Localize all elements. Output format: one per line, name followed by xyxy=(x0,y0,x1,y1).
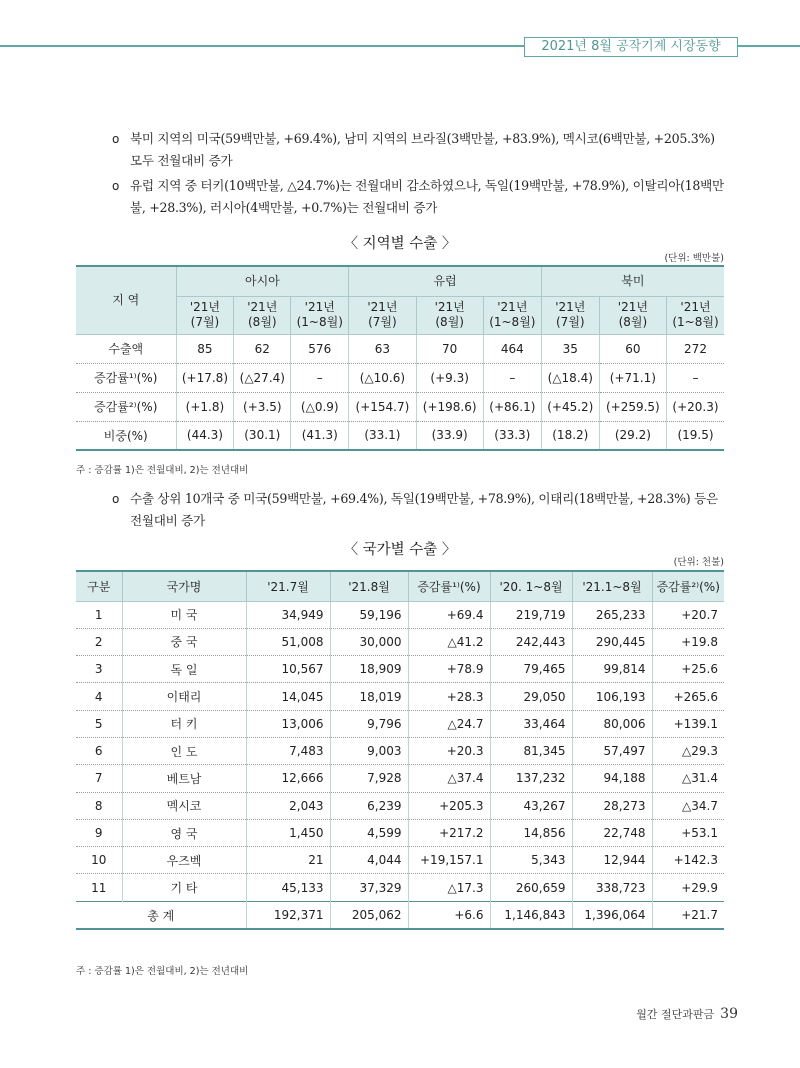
period-header-line: (1~8월) xyxy=(296,315,343,329)
table-cell: (30.1) xyxy=(234,421,291,450)
table-cell: 14,045 xyxy=(246,683,330,710)
table-row xyxy=(76,628,724,655)
table-cell: △37.4 xyxy=(408,765,490,792)
period-header-line: (7월) xyxy=(190,315,220,329)
table-cell: 12,944 xyxy=(572,847,652,874)
table-cell: (33.9) xyxy=(416,421,483,450)
table-cell: 9,003 xyxy=(330,737,408,764)
country-name: 중 국 xyxy=(122,628,246,655)
table-cell: 33,464 xyxy=(490,710,572,737)
country-export-table xyxy=(76,570,724,930)
table-cell: +139.1 xyxy=(652,710,724,737)
table-cell: 99,814 xyxy=(572,656,652,683)
table-cell: (+86.1) xyxy=(483,392,541,421)
table-cell: 37,329 xyxy=(330,874,408,901)
table-cell: 5,343 xyxy=(490,847,572,874)
table-cell: (+17.8) xyxy=(176,363,234,392)
table-cell: – xyxy=(291,363,349,392)
table-cell: 11 xyxy=(76,874,122,901)
table-cell: 45,133 xyxy=(246,874,330,901)
period-header-line: '21년 xyxy=(497,300,528,314)
table-cell: 6 xyxy=(76,737,122,764)
column-header: '20. 1~8월 xyxy=(490,571,572,601)
total-cell: 1,146,843 xyxy=(490,901,572,929)
table-cell: 34,949 xyxy=(246,601,330,628)
total-label: 총 계 xyxy=(76,901,246,929)
region-export-table xyxy=(76,265,724,451)
row-label: 증감률²⁾(%) xyxy=(76,392,176,421)
table-cell: (+9.3) xyxy=(416,363,483,392)
table-cell: 7,928 xyxy=(330,765,408,792)
table-cell: 260,659 xyxy=(490,874,572,901)
table-cell: (△10.6) xyxy=(349,363,416,392)
table-cell: +142.3 xyxy=(652,847,724,874)
table-cell: (41.3) xyxy=(291,421,349,450)
table-cell: 5 xyxy=(76,710,122,737)
column-header: '21.7월 xyxy=(246,571,330,601)
table-cell: 10 xyxy=(76,847,122,874)
table-cell: 81,345 xyxy=(490,737,572,764)
table-cell: 1,450 xyxy=(246,819,330,846)
total-cell: +21.7 xyxy=(652,901,724,929)
region-table-note: 주 : 증감률 1)은 전월대비, 2)는 전년대비 xyxy=(76,465,249,476)
period-header-line: '21년 xyxy=(555,300,586,314)
table-cell: 18,019 xyxy=(330,683,408,710)
table-cell: 62 xyxy=(234,334,291,363)
table-row xyxy=(76,363,724,392)
table-cell: 80,006 xyxy=(572,710,652,737)
table-cell: 35 xyxy=(541,334,599,363)
period-header xyxy=(541,296,599,334)
table-cell: 290,445 xyxy=(572,628,652,655)
table-cell: 94,188 xyxy=(572,765,652,792)
region-table-unit: (단위: 백만불) xyxy=(664,253,724,264)
period-header-line: (7월) xyxy=(556,315,585,329)
table-cell: 21 xyxy=(246,847,330,874)
row-label: 증감률¹⁾(%) xyxy=(76,363,176,392)
table-cell: 272 xyxy=(667,334,725,363)
period-header-line: '21년 xyxy=(617,300,648,314)
magazine-name: 월간 절단과판금 xyxy=(636,1008,715,1021)
table-cell: △34.7 xyxy=(652,792,724,819)
table-cell: 28,273 xyxy=(572,792,652,819)
table-cell: (△0.9) xyxy=(291,392,349,421)
row-label: 비중(%) xyxy=(103,428,148,443)
table-cell: 63 xyxy=(349,334,416,363)
total-cell: +6.6 xyxy=(408,901,490,929)
bullet-item: o 북미 지역의 미국(59백만불, +69.4%), 남미 지역의 브라질(3백만불, +83.9%), 멕시코(6백만불, +205.3%) 모두 전월대비 증가 xyxy=(112,128,728,172)
table-cell: 4,599 xyxy=(330,819,408,846)
period-header-line: '21년 xyxy=(367,300,398,314)
table-cell: 51,008 xyxy=(246,628,330,655)
table-cell: +217.2 xyxy=(408,819,490,846)
group-header-asia: 아시아 xyxy=(176,266,349,296)
table-cell: (44.3) xyxy=(176,421,234,450)
period-header xyxy=(483,296,541,334)
period-header xyxy=(349,296,416,334)
table-cell: (19.5) xyxy=(667,421,725,450)
table-cell: (29.2) xyxy=(599,421,666,450)
column-header: '21.1~8월 xyxy=(572,571,652,601)
table-cell: 79,465 xyxy=(490,656,572,683)
table-row xyxy=(76,710,724,737)
period-header-line: (1~8월) xyxy=(489,315,536,329)
table-cell: (+259.5) xyxy=(599,392,666,421)
column-header: 구분 xyxy=(76,571,122,601)
bullet-item: o 수출 상위 10개국 중 미국(59백만불, +69.4%), 독일(19백만불, +78.9%), 이태리(18백만불, +28.3%) 등은 전월대비 증가 xyxy=(112,488,728,532)
table-row xyxy=(76,334,724,363)
table-cell: (+3.5) xyxy=(234,392,291,421)
table-cell: (18.2) xyxy=(541,421,599,450)
table-row xyxy=(76,601,724,628)
table-cell: (△27.4) xyxy=(234,363,291,392)
table-cell: 12,666 xyxy=(246,765,330,792)
table-row xyxy=(76,392,724,421)
column-header: 증감률²⁾(%) xyxy=(652,571,724,601)
table-cell: (33.3) xyxy=(483,421,541,450)
table-cell: △17.3 xyxy=(408,874,490,901)
total-cell: 205,062 xyxy=(330,901,408,929)
table-cell: 137,232 xyxy=(490,765,572,792)
period-header-line: '21년 xyxy=(304,300,335,314)
table-cell: (+154.7) xyxy=(349,392,416,421)
period-header xyxy=(416,296,483,334)
table-cell: +53.1 xyxy=(652,819,724,846)
region-corner-header: 지 역 xyxy=(76,266,176,334)
table-cell: 7 xyxy=(76,765,122,792)
table-cell: +19,157.1 xyxy=(408,847,490,874)
table-row xyxy=(76,683,724,710)
period-header xyxy=(176,296,234,334)
table-cell: 57,497 xyxy=(572,737,652,764)
period-header xyxy=(667,296,725,334)
table-cell: +205.3 xyxy=(408,792,490,819)
table-cell: 219,719 xyxy=(490,601,572,628)
period-header-line: (1~8월) xyxy=(672,315,719,329)
table-row xyxy=(76,656,724,683)
table-cell: 13,006 xyxy=(246,710,330,737)
table-cell: 2 xyxy=(76,628,122,655)
table-cell: 265,233 xyxy=(572,601,652,628)
table-row xyxy=(76,421,724,450)
period-header-line: '21년 xyxy=(189,300,221,314)
table-cell: 9,796 xyxy=(330,710,408,737)
table-cell: +69.4 xyxy=(408,601,490,628)
table-cell: +78.9 xyxy=(408,656,490,683)
table-cell: 18,909 xyxy=(330,656,408,683)
bullet-list-top xyxy=(112,128,728,222)
table-row xyxy=(76,765,724,792)
table-cell: 1 xyxy=(76,601,122,628)
table-cell: (+1.8) xyxy=(176,392,234,421)
header-title: 2021년 8월 공작기계 시장동향 xyxy=(524,37,738,57)
column-header: '21.8월 xyxy=(330,571,408,601)
table-row xyxy=(76,874,724,901)
country-name: 영 국 xyxy=(122,819,246,846)
table-cell: +28.3 xyxy=(408,683,490,710)
period-header-line: (8월) xyxy=(248,315,277,329)
table-cell: – xyxy=(667,363,725,392)
table-cell: (+45.2) xyxy=(541,392,599,421)
table-cell: 85 xyxy=(176,334,234,363)
table-cell: +25.6 xyxy=(652,656,724,683)
table-cell: – xyxy=(483,363,541,392)
table-cell: +20.3 xyxy=(408,737,490,764)
table-cell: △41.2 xyxy=(408,628,490,655)
page-footer xyxy=(636,1003,738,1022)
group-header-north-america: 북미 xyxy=(541,266,724,296)
country-name: 베트남 xyxy=(122,765,246,792)
bullet-list-mid xyxy=(112,488,728,535)
table-cell: (+71.1) xyxy=(599,363,666,392)
page-number: 39 xyxy=(720,1006,738,1022)
country-name: 인 도 xyxy=(122,737,246,764)
country-name: 이태리 xyxy=(122,683,246,710)
table-cell: 464 xyxy=(483,334,541,363)
table-cell: 6,239 xyxy=(330,792,408,819)
table-cell: 60 xyxy=(599,334,666,363)
total-cell: 192,371 xyxy=(246,901,330,929)
row-label: 수출액 xyxy=(76,334,176,363)
table-row xyxy=(76,847,724,874)
table-row xyxy=(76,792,724,819)
country-name: 멕시코 xyxy=(122,792,246,819)
table-cell: 29,050 xyxy=(490,683,572,710)
table-cell: 10,567 xyxy=(246,656,330,683)
period-header xyxy=(599,296,666,334)
table-cell: 9 xyxy=(76,819,122,846)
table-cell: +20.7 xyxy=(652,601,724,628)
country-table-unit: (단위: 천불) xyxy=(673,557,724,568)
table-cell: 3 xyxy=(76,656,122,683)
country-name: 기 타 xyxy=(122,874,246,901)
total-row xyxy=(76,901,724,929)
table-cell: 8 xyxy=(76,792,122,819)
table-cell: 242,443 xyxy=(490,628,572,655)
table-cell: (+20.3) xyxy=(667,392,725,421)
column-header: 국가명 xyxy=(122,571,246,601)
table-row xyxy=(76,819,724,846)
bullet-item: o 유럽 지역 중 터키(10백만불, △24.7%)는 전월대비 감소하였으나, 독일(19백만불, +78.9%), 이탈리아(18백만불, +28.3%), 러시아(4백만불, +0.7%)는 전월대비 증가 xyxy=(112,175,728,219)
table-cell: 59,196 xyxy=(330,601,408,628)
period-header-line: (7월) xyxy=(368,315,397,329)
total-cell: 1,396,064 xyxy=(572,901,652,929)
table-cell: (33.1) xyxy=(349,421,416,450)
table-cell: 2,043 xyxy=(246,792,330,819)
table-cell: 4 xyxy=(76,683,122,710)
country-table-title: 〈 국가별 수출 〉 xyxy=(343,542,457,558)
table-cell: 576 xyxy=(291,334,349,363)
period-header-line: (8월) xyxy=(618,315,648,329)
table-cell: 14,856 xyxy=(490,819,572,846)
country-name: 우즈벡 xyxy=(122,847,246,874)
table-cell: +29.9 xyxy=(652,874,724,901)
table-cell: 338,723 xyxy=(572,874,652,901)
country-name: 독 일 xyxy=(122,656,246,683)
country-table-note: 주 : 증감률 1)은 전월대비, 2)는 전년대비 xyxy=(76,966,249,977)
country-name: 터 키 xyxy=(122,710,246,737)
table-cell: 30,000 xyxy=(330,628,408,655)
table-cell: 4,044 xyxy=(330,847,408,874)
period-header-line: (8월) xyxy=(435,315,464,329)
period-header-line: '21년 xyxy=(247,300,278,314)
table-cell: 22,748 xyxy=(572,819,652,846)
table-cell: 43,267 xyxy=(490,792,572,819)
table-cell: 7,483 xyxy=(246,737,330,764)
table-cell: 106,193 xyxy=(572,683,652,710)
table-row xyxy=(76,737,724,764)
period-header-line: '21년 xyxy=(680,300,711,314)
period-header xyxy=(291,296,349,334)
table-cell: 70 xyxy=(416,334,483,363)
country-name: 미 국 xyxy=(122,601,246,628)
region-table-title: 〈 지역별 수출 〉 xyxy=(343,236,457,252)
table-cell: △24.7 xyxy=(408,710,490,737)
period-header-line: '21년 xyxy=(434,300,465,314)
table-cell: (+198.6) xyxy=(416,392,483,421)
table-cell: △29.3 xyxy=(652,737,724,764)
group-header-europe: 유럽 xyxy=(349,266,542,296)
period-header xyxy=(234,296,291,334)
column-header: 증감률¹⁾(%) xyxy=(408,571,490,601)
table-cell: (△18.4) xyxy=(541,363,599,392)
table-cell: △31.4 xyxy=(652,765,724,792)
table-cell: +265.6 xyxy=(652,683,724,710)
table-cell: +19.8 xyxy=(652,628,724,655)
